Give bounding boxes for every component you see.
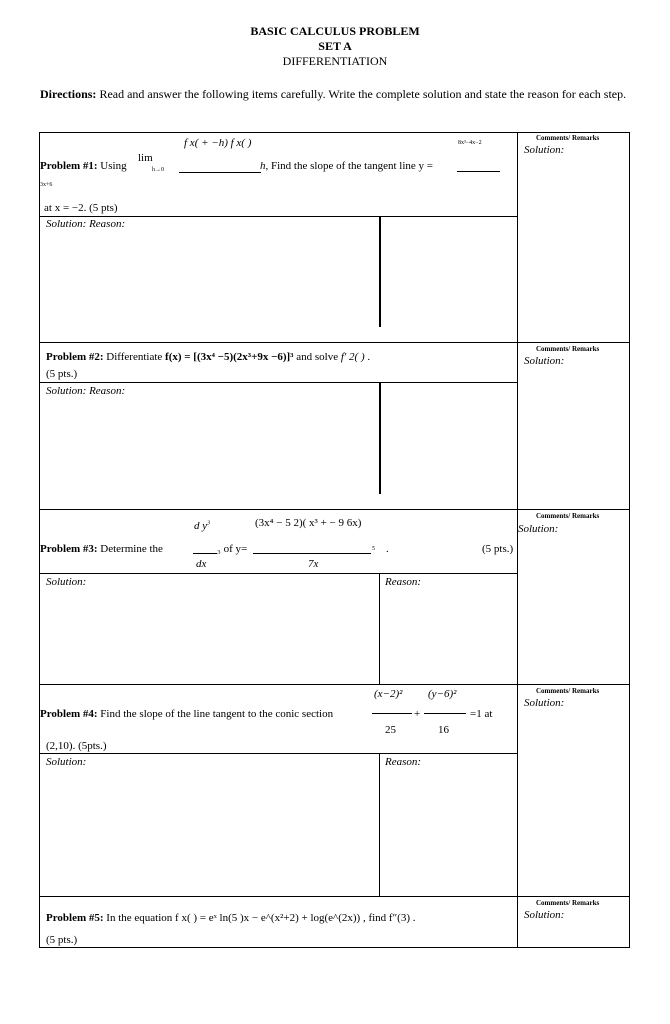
p3-statement xyxy=(40,543,163,555)
comments-label-2: Comments/ Remarks xyxy=(536,345,600,353)
p2-solve: f′ 2( ) xyxy=(340,351,365,363)
title: BASIC CALCULUS PROBLEM xyxy=(250,24,420,38)
p1-statement xyxy=(40,160,127,172)
p1-inner-divider xyxy=(39,216,517,217)
set-label: SET A xyxy=(318,39,352,53)
directions-label: Directions: xyxy=(40,87,97,101)
p2-reason-divider xyxy=(379,382,381,494)
topic: DIFFERENTIATION xyxy=(282,54,388,68)
p1-lim-sub: h→0 xyxy=(152,167,164,173)
table-right-border xyxy=(629,132,630,948)
comments-solution-2: Solution: xyxy=(524,355,565,367)
p4-solution: Solution: xyxy=(46,756,87,768)
p3-dy-bar xyxy=(193,553,217,554)
p3-of-y: ₃ of y= xyxy=(217,543,248,555)
p4-inner-divider xyxy=(39,753,517,754)
p4-frac2-bar xyxy=(424,713,466,714)
p1-reason-divider xyxy=(379,216,381,327)
p4-eq: =1 at xyxy=(470,708,493,720)
p3-text: Determine the xyxy=(97,543,163,555)
comments-label-4: Comments/ Remarks xyxy=(536,687,600,695)
table-bottom-border xyxy=(39,947,630,948)
p1-h: h xyxy=(260,160,266,172)
p3-fraction-bar xyxy=(253,553,371,554)
p3-reason-divider xyxy=(379,573,380,684)
row-divider-1 xyxy=(39,342,630,343)
p2-text-b: and solve xyxy=(293,351,341,363)
p4-frac1-bar xyxy=(372,713,412,714)
p1-numerator: f x( + −h) f x( ) xyxy=(184,137,252,149)
p5-text: In the equation f x( ) = eˣ ln(5 )x − e^(x²+2) + log(e^(2x)) , find f″(3) . xyxy=(103,912,416,924)
p3-power: 5 xyxy=(372,546,375,552)
p3-solution: Solution: xyxy=(46,576,87,588)
p3-dy-sup: 3 xyxy=(207,520,211,527)
p1-using: Using xyxy=(97,160,127,172)
comments-label-3: Comments/ Remarks xyxy=(536,512,600,520)
p2-statement xyxy=(46,351,370,363)
p3-dot: . xyxy=(386,543,389,555)
p1-at: at x = −2. (5 pts) xyxy=(44,202,118,214)
p1-func-den: 3x+6 xyxy=(40,182,53,188)
p1-solution-reason: Solution: Reason: xyxy=(46,218,126,230)
p4-reason: Reason: xyxy=(385,756,422,768)
row-divider-3 xyxy=(39,684,630,685)
p1-tail xyxy=(260,160,433,172)
comments-label-5: Comments/ Remarks xyxy=(536,899,600,907)
p4-frac2-den: 16 xyxy=(438,724,449,736)
p2-formula: f(x) = [(3x⁴ −5)(2x³+9x −6)]³ xyxy=(165,351,294,363)
comments-solution-4: Solution: xyxy=(524,697,565,709)
p5-label: Problem #5: xyxy=(46,912,104,924)
p3-dy-text: d y xyxy=(194,520,208,532)
p4-text: Find the slope of the line tangent to the conic section xyxy=(97,708,334,720)
p1-func-bar xyxy=(457,171,500,172)
directions xyxy=(40,87,640,102)
p4-statement xyxy=(40,708,333,720)
table-left-border xyxy=(39,132,40,948)
comments-solution-5: Solution: xyxy=(524,909,565,921)
comments-solution-1: Solution: xyxy=(524,144,565,156)
row-divider-2 xyxy=(39,509,630,510)
p5-pts: (5 pts.) xyxy=(46,934,78,946)
p2-end: . xyxy=(364,351,371,363)
p4-frac1-num: (x−2)² xyxy=(374,688,403,700)
p4-reason-divider xyxy=(379,753,380,896)
p1-rest: , Find the slope of the tangent line y = xyxy=(265,160,434,172)
p5-statement xyxy=(46,912,415,924)
p2-inner-divider xyxy=(39,382,517,383)
p2-label: Problem #2: xyxy=(46,351,104,363)
table-top-border xyxy=(39,132,630,133)
p3-reason: Reason: xyxy=(385,576,422,588)
comments-column-divider xyxy=(517,132,518,948)
p3-label: Problem #3: xyxy=(40,543,98,555)
p4-point: (2,10). (5pts.) xyxy=(46,740,107,752)
p2-solution-reason: Solution: Reason: xyxy=(46,385,126,397)
comments-solution-3: Solution: xyxy=(518,523,559,535)
p3-inner-divider xyxy=(39,573,517,574)
p1-fraction-bar xyxy=(179,172,261,173)
p2-text-a: Differentiate xyxy=(103,351,166,363)
p3-denominator: 7x xyxy=(308,558,319,570)
p4-plus: + xyxy=(414,708,421,720)
p4-frac2-num: (y−6)² xyxy=(428,688,457,700)
p3-dx: dx xyxy=(196,558,207,570)
row-divider-4 xyxy=(39,896,630,897)
comments-label-1: Comments/ Remarks xyxy=(536,134,600,142)
p3-dy xyxy=(194,520,210,532)
p2-pts: (5 pts.) xyxy=(46,368,78,380)
p1-label: Problem #1: xyxy=(40,160,98,172)
p1-function: 8x³−4x−2 xyxy=(458,140,482,146)
p1-lim: lim xyxy=(138,152,153,164)
p3-numerator: (3x⁴ − 5 2)( x³ + − 9 6x) xyxy=(255,517,362,529)
p4-label: Problem #4: xyxy=(40,708,98,720)
p3-pts: (5 pts.) xyxy=(482,543,514,555)
p4-frac1-den: 25 xyxy=(385,724,396,736)
directions-text: Read and answer the following items carefully. Write the complete solution and state the reason for each step. xyxy=(96,87,627,101)
